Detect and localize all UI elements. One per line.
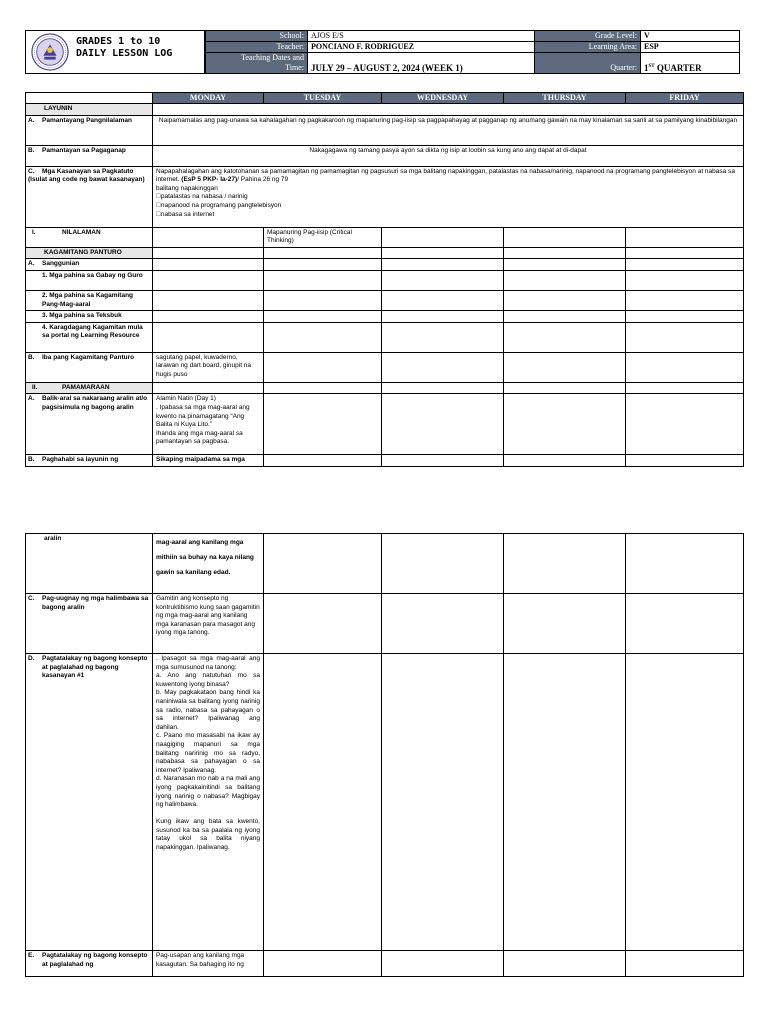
row-letter: D. [28, 655, 35, 662]
dates-label-line2: Time: [285, 63, 304, 72]
cell-blank [626, 270, 744, 290]
quarter-value [641, 53, 740, 74]
nilalaman-wednesday [382, 227, 504, 247]
cell-blank [504, 951, 626, 977]
pamantayang-pangnilalaman-text: Naipamamalas ang pag-unawa sa kahalagahan ng pagkakaroon ng mapanuring pag-iisip sa pagpapahayag at pagganap ng anumang gawain na may kinalaman sa sarili at sa pamilyang kinabibilangan [153, 115, 744, 145]
nilalaman-label [26, 227, 153, 247]
quarter-sup: ST [648, 64, 655, 69]
gabay-guro-row [26, 270, 744, 290]
pamantayan-pagaganap-text: Nakagagawa ng tamang pasya ayon sa dikta ng isip at loobin sa kung ano ang dapat at di-dapat [153, 145, 744, 166]
kasanayan-text-2: / Pahina 26 ng 79 [237, 176, 289, 184]
cell-blank [153, 382, 264, 394]
kasanayan-row [26, 166, 744, 227]
dates-label-line1: Teaching Dates and [241, 53, 304, 62]
cell-blank [264, 311, 382, 323]
sanggunian-row [26, 259, 744, 271]
cell-blank [153, 322, 264, 352]
cell-blank [626, 352, 744, 382]
iba-pang-kagamitan-row [26, 352, 744, 382]
row-label-text: Pamantayan sa Pagaganap [42, 146, 126, 154]
kasanayan-text [153, 166, 744, 227]
cell-blank [264, 455, 382, 467]
row-label-text: Balik-aral sa nakaraang aralin at/o pagsisimula ng bagong aralin [42, 395, 148, 411]
day-tuesday: TUESDAY [264, 93, 382, 104]
aralin-row [26, 534, 744, 594]
learning-area-value: ESP [641, 42, 740, 53]
cell-blank [264, 270, 382, 290]
cell-blank [264, 534, 382, 594]
cell-blank [264, 382, 382, 394]
row-label-text: 3. Mga pahina sa Teksbuk [42, 312, 122, 320]
cell-blank [382, 654, 504, 951]
row-label-text: Pagtatalakay ng bagong konsepto at paglalahad ng [42, 952, 148, 968]
cell-blank [626, 290, 744, 310]
day-friday: FRIDAY [626, 93, 744, 104]
teacher-value: PONCIANO F. RODRIGUEZ [308, 42, 535, 53]
aralin-label: aralin [26, 534, 153, 594]
nilalaman-row [26, 227, 744, 247]
row-letter: C. [28, 167, 35, 175]
row-label-text: Mga Kasanayan sa Pagkatuto (Isulat ang code ng bawat kasanayan) [28, 167, 145, 184]
grades-title: GRADES 1 to 10 [76, 36, 161, 47]
nilalaman-tuesday: Mapanuring Pag-iisip (Critical Thinking) [264, 227, 382, 247]
cell-blank [504, 352, 626, 382]
cell-blank [626, 311, 744, 323]
row-letter: A. [28, 395, 35, 403]
learning-area-label: Learning Area: [535, 42, 641, 53]
cell-blank [382, 534, 504, 594]
cell-blank [504, 259, 626, 271]
kasanayan-item: nabasa sa internet [156, 210, 210, 218]
cell-blank [626, 247, 744, 259]
cell-blank [504, 394, 626, 455]
cell-blank [626, 322, 744, 352]
cell-blank [382, 951, 504, 977]
cell-blank [626, 382, 744, 394]
cell-blank [626, 455, 744, 467]
cell-blank [153, 259, 264, 271]
pag-uugnay-row [26, 594, 744, 654]
row-letter: B. [28, 353, 35, 361]
dates-value: JULY 29 – AUGUST 2, 2024 (WEEK 1) [308, 53, 535, 74]
paghahabi-label [26, 455, 153, 467]
nilalaman-num: I. [32, 228, 36, 236]
row-label-text: Pamantayang Pangnilalaman [42, 116, 132, 124]
row-label-text: 2. Mga pahina sa Kagamitang Pang-Mag-aaral [42, 291, 134, 308]
day-wednesday: WEDNESDAY [382, 93, 504, 104]
nilalaman-monday [153, 227, 264, 247]
lesson-table-page-2 [25, 533, 744, 977]
header-info-table [205, 30, 740, 74]
teksbuk-label [26, 311, 153, 323]
cell-blank [153, 247, 264, 259]
kagamitan-heading: KAGAMITANG PANTURO [26, 247, 153, 259]
quarter-num: 1 [644, 63, 649, 73]
teacher-label: Teacher: [206, 42, 308, 53]
day-thursday: THURSDAY [504, 93, 626, 104]
cell-blank [382, 270, 504, 290]
pamamaraan-label [26, 382, 153, 394]
kagamitan-row [26, 247, 744, 259]
cell-blank [264, 290, 382, 310]
gabay-guro-label [26, 270, 153, 290]
teksbuk-row [26, 311, 744, 323]
pag-uugnay-label [26, 594, 153, 654]
nilalaman-thursday [504, 227, 626, 247]
cell-blank [264, 594, 382, 654]
cell-blank [504, 290, 626, 310]
row-letter: B. [28, 146, 35, 154]
cell-blank [264, 322, 382, 352]
lesson-table-page-1 [25, 92, 744, 467]
pagtatalakay-1-monday: . Ipasagot sa mga mag-aaral ang mga sumusunod na tanong: a. Ano ang natutuhan mo sa kuwentong iyong binasa? b. May pagkakataon bang hindi ka naniniwala sa balitang iyong narinig sa radio, nabasa sa pahayagan o sa internet? Ipaliwanag ang dahilan. c. Paano mo masasabi na ikaw ay naagiging mapanuri sa mga balitang naririnig mo sa radyo, nababasa sa pahayagan o sa internet? Ipaliwanag. d. Naranasan mo nab a na mali ang iyong pagkakainitindi sa balitang iyong narinig o nabasa? Magbigay ng halimbawa. Kung ikaw ang bata sa kwento, susunod ka ba sa paalala ng iyong tatay ukol sa balita niyang napakinggan. Ipaliwanag. [153, 654, 264, 951]
cell-blank [382, 311, 504, 323]
paghahabi-monday: Sikaping maipadama sa mga [153, 455, 264, 467]
row-label-text: Iba pang Kagamitang Panturo [42, 353, 135, 361]
kagamitang-pang-mag-aaral-label [26, 290, 153, 310]
pamamaraan-num: II. [32, 383, 38, 391]
logo-title-box [25, 30, 205, 74]
cell-blank [626, 654, 744, 951]
sanggunian-label [26, 259, 153, 271]
nilalaman-friday [626, 227, 744, 247]
pamamaraan-heading: PAMAMARAAN [62, 383, 110, 391]
pamantayang-pangnilalaman-row [26, 115, 744, 145]
cell-blank [504, 594, 626, 654]
kasanayan-item: patalastas na nabasa / narinig [156, 193, 243, 201]
row-letter: A. [28, 116, 35, 124]
pamantayan-pagaganap-label [26, 145, 153, 166]
pamamaraan-row [26, 382, 744, 394]
dates-label [206, 53, 308, 74]
kasanayan-item: balitang napakinggan [156, 184, 218, 192]
cell-blank [382, 259, 504, 271]
pagtatalakay-2-row [26, 951, 744, 977]
balik-aral-monday: Alamin Natin (Day 1) . Ipabasa sa mga mag-aaral ang kwento na pinamagatang “Ang Balita ni Kuya Lito.” Ihanda ang mga mag-aaral sa pamantayan sa pagbasa. [153, 394, 264, 455]
school-value: AJOS E/S [308, 31, 535, 42]
quarter-word: QUARTER [654, 63, 702, 73]
balik-aral-row [26, 394, 744, 455]
row-label-text: 4. Karagdagang Kagamitan mula sa portal ng Learning Resource [42, 323, 143, 340]
cell-blank [382, 290, 504, 310]
row-label-text: Pag-uugnay ng mga halimbawa sa bagong aralin [42, 595, 149, 611]
cell-blank [626, 534, 744, 594]
cell-blank [504, 455, 626, 467]
karagdagang-kagamitan-label [26, 322, 153, 352]
kasanayan-item: napanood na programang pangtelebisyon [156, 201, 277, 209]
cell-blank [264, 951, 382, 977]
pagtatalakay-1-label [26, 654, 153, 951]
cell-blank [504, 270, 626, 290]
pagtatalakay-1-row [26, 654, 744, 951]
row-label-text: Paghahabi sa layunin ng [42, 456, 119, 464]
cell-blank [504, 654, 626, 951]
karagdagang-kagamitan-row [26, 322, 744, 352]
row-label-text: Sanggunian [42, 260, 80, 268]
cell-blank [504, 322, 626, 352]
cell-blank [382, 594, 504, 654]
cell-blank [504, 382, 626, 394]
cell-blank [382, 394, 504, 455]
cell-blank [626, 594, 744, 654]
cell-blank [382, 322, 504, 352]
row-letter: E. [28, 952, 35, 959]
pamantayan-pagaganap-row [26, 145, 744, 166]
row-letter: C. [28, 595, 35, 602]
kasanayan-text-1: Napapahalagahan ang katotohanan sa pamamagitan ng pamamagitan ng pagsusuri sa mga balitang napakinggan, patalastas na nabasa/narinig, napanood na programang pangtelebisyon at nabasa sa internet. [156, 167, 735, 184]
cell-blank [382, 382, 504, 394]
cell-blank [504, 534, 626, 594]
cell-blank [153, 270, 264, 290]
layunin-blank [153, 104, 744, 116]
iba-pang-kagamitan-monday: sagutang papel, kuwaderno, larawan ng dart board, ginupit na hugis puso [153, 352, 264, 382]
cell-blank [382, 455, 504, 467]
balik-aral-label [26, 394, 153, 455]
deped-seal-icon [31, 33, 69, 71]
layunin-row [26, 104, 744, 116]
row-letter: B. [28, 456, 35, 464]
cell-blank [504, 247, 626, 259]
pagtatalakay-2-label [26, 951, 153, 977]
cell-blank [153, 290, 264, 310]
grade-level-label: Grade Level: [535, 31, 641, 42]
iba-pang-kagamitan-label [26, 352, 153, 382]
header-blank [26, 93, 153, 104]
aralin-monday: mag-aaral ang kanilang mga mithiin sa buhay na kaya nilang gawin sa kanilang edad. [153, 534, 264, 594]
quarter-label: Quarter: [535, 53, 641, 74]
pamantayang-pangnilalaman-label [26, 115, 153, 145]
cell-blank [382, 352, 504, 382]
day-monday: MONDAY [153, 93, 264, 104]
cell-blank [626, 259, 744, 271]
nilalaman-heading: NILALAMAN [62, 228, 101, 236]
cell-blank [382, 247, 504, 259]
cell-blank [264, 259, 382, 271]
log-title: DAILY LESSON LOG [76, 48, 173, 59]
cell-blank [264, 352, 382, 382]
paghahabi-row [26, 455, 744, 467]
row-label-text: Pagtatalakay ng bagong konsepto at paglalahad ng bagong kasanayan #1 [42, 655, 148, 680]
cell-blank [264, 394, 382, 455]
layunin-heading: LAYUNIN [26, 104, 153, 116]
school-label: School: [206, 31, 308, 42]
grade-level-value: V [641, 31, 740, 42]
cell-blank [264, 654, 382, 951]
cell-blank [626, 951, 744, 977]
kasanayan-code: (EsP 5 PKP- Ia-27) [181, 176, 238, 184]
cell-blank [264, 247, 382, 259]
pagtatalakay-2-monday: Pag-usapan ang kanilang mga kasagutan. Sa bahaging ito ng [153, 951, 264, 977]
row-letter: A. [28, 260, 35, 268]
day-header-row [26, 93, 744, 104]
cell-blank [504, 311, 626, 323]
row-label-text: 1. Mga pahina sa Gabay ng Guro [42, 271, 143, 279]
kasanayan-label [26, 166, 153, 227]
cell-blank [626, 394, 744, 455]
pag-uugnay-monday: Gamitin ang konsepto ng kontruktibismo kung saan gagamitin ng mga mag-aaral ang kanilang mga karanasan para masagot ang iyong mga tanong. [153, 594, 264, 654]
kagamitang-pang-mag-aaral-row [26, 290, 744, 310]
cell-blank [153, 311, 264, 323]
